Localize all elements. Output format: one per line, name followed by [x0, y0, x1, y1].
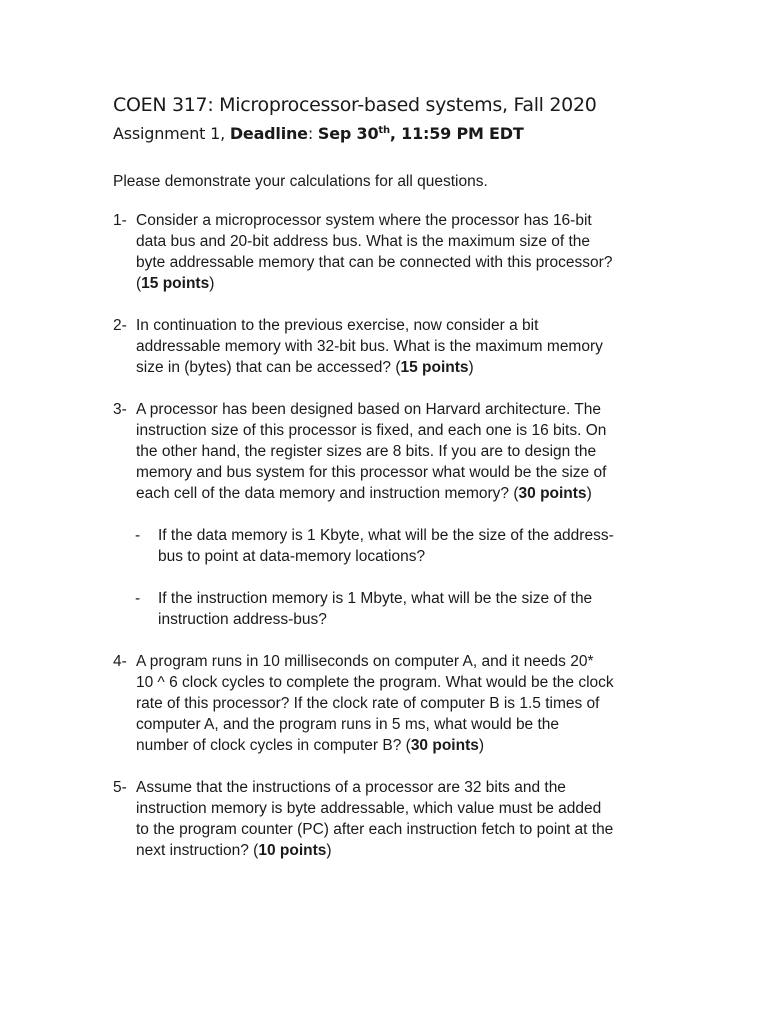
question-line: addressable memory with 32-bit bus. What is the maximum memory	[136, 338, 603, 355]
page-title: COEN 317: Microprocessor-based systems, Fall 2020	[113, 94, 597, 116]
question-5	[113, 777, 693, 861]
question-number: 3-	[113, 401, 127, 418]
question-line: the other hand, the register sizes are 8 bits. If you are to design the	[136, 443, 597, 460]
subitem-line: bus to point at data-memory locations?	[158, 548, 426, 565]
question-line: size in (bytes) that can be accessed? (	[136, 359, 401, 376]
question-points: 15 points	[141, 275, 210, 292]
question-line: Consider a microprocessor system where the processor has 16-bit	[136, 212, 592, 229]
question-number: 5-	[113, 779, 127, 796]
question-line: instruction size of this processor is fixed, and each one is 16 bits. On	[136, 422, 607, 439]
points-close: )	[468, 359, 474, 376]
question-line: A program runs in 10 milliseconds on computer A, and it needs 20*	[136, 653, 594, 670]
points-close: )	[209, 275, 215, 292]
question-line: memory and bus system for this processor what would be the size of	[136, 464, 607, 481]
question-line: byte addressable memory that can be connected with this processor?	[136, 254, 613, 271]
question-3-subitem-1	[135, 525, 695, 567]
question-line: number of clock cycles in computer B? (	[136, 737, 411, 754]
question-line: Assume that the instructions of a processor are 32 bits and the	[136, 779, 566, 796]
question-line: each cell of the data memory and instruction memory? (	[136, 485, 519, 502]
assignment-subtitle	[113, 124, 524, 143]
question-3	[113, 399, 693, 504]
question-number: 1-	[113, 212, 127, 229]
question-points: 15 points	[400, 359, 469, 376]
question-line: data bus and 20-bit address bus. What is the maximum size of the	[136, 233, 591, 250]
question-line: A processor has been designed based on Harvard architecture. The	[136, 401, 601, 418]
assignment-label: Assignment 1,	[113, 124, 230, 143]
subitem-dash: -	[135, 527, 141, 544]
deadline-label: Deadline	[229, 124, 308, 143]
question-line: 10 ^ 6 clock cycles to complete the program. What would be the clock	[136, 674, 614, 691]
question-4	[113, 651, 693, 756]
subitem-line: If the data memory is 1 Kbyte, what will be the size of the address-	[158, 527, 614, 544]
question-line: next instruction? (	[136, 842, 259, 859]
points-close: )	[478, 737, 485, 754]
subitem-dash: -	[135, 590, 141, 607]
subitem-line: instruction address-bus?	[158, 611, 327, 628]
question-1	[113, 210, 693, 294]
points-close: )	[586, 485, 592, 502]
question-line: In continuation to the previous exercise, now consider a bit	[136, 317, 539, 334]
question-3-subitem-2	[135, 588, 695, 630]
question-line: to the program counter (PC) after each instruction fetch to point at the	[136, 821, 614, 838]
question-number: 4-	[113, 653, 127, 670]
deadline-date-suffix: th	[378, 125, 390, 136]
question-number: 2-	[113, 317, 127, 334]
deadline-time: , 11:59 PM EDT	[389, 124, 524, 143]
subitem-line: If the instruction memory is 1 Mbyte, what will be the size of the	[158, 590, 593, 607]
question-points: 30 points	[518, 485, 587, 502]
question-line: instruction memory is byte addressable, which value must be added	[136, 800, 602, 817]
instructions-text: Please demonstrate your calculations for all questions.	[113, 173, 488, 190]
question-points: 30 points	[410, 737, 479, 754]
points-open: (	[136, 275, 142, 292]
question-2	[113, 315, 693, 378]
question-points: 10 points	[258, 842, 327, 859]
deadline-separator: :	[307, 124, 318, 143]
question-line: computer A, and the program runs in 5 ms, what would be the	[136, 716, 560, 733]
deadline-date: Sep 30	[317, 124, 379, 143]
question-line: rate of this processor? If the clock rate of computer B is 1.5 times of	[136, 695, 600, 712]
points-close: )	[326, 842, 332, 859]
